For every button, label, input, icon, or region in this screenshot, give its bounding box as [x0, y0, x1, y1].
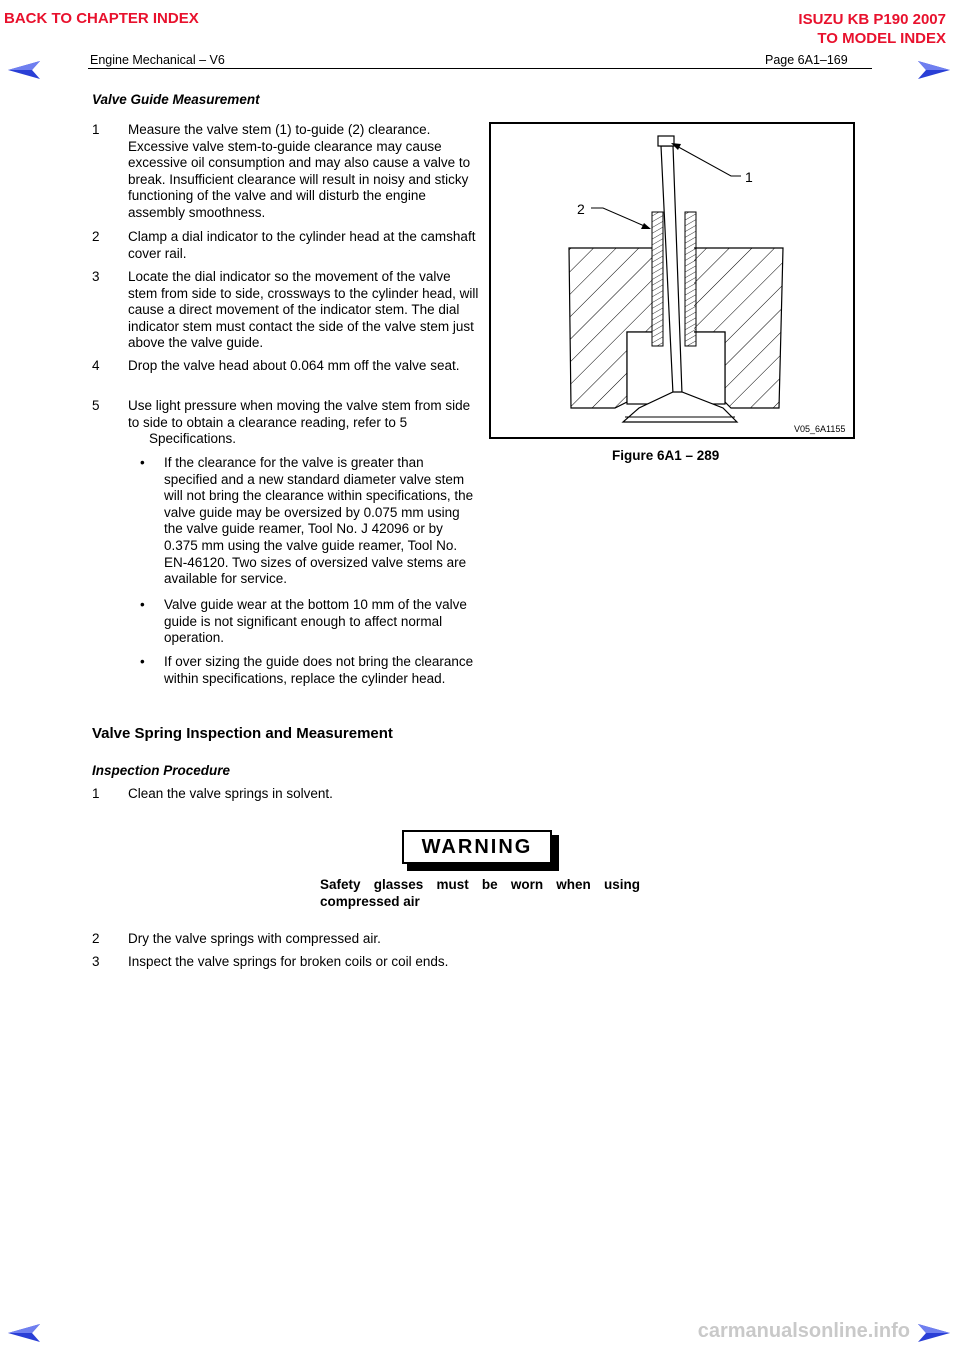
header-section: Engine Mechanical – V6 — [90, 53, 225, 67]
figure-caption: Figure 6A1 – 289 — [612, 448, 720, 463]
figure-label-1: 1 — [745, 169, 753, 185]
valve-guide-diagram — [491, 124, 853, 437]
bullet-item: • If over sizing the guide does not bring the clearance within specifications, replace the cylinder head. — [140, 654, 474, 686]
spring-step-3: 3 Inspect the valve springs for broken coils or coil ends. — [92, 954, 449, 969]
step-2: 2 Clamp a dial indicator to the cylinder head at the camshaft cover rail. — [92, 229, 476, 261]
valve-guide-part — [652, 212, 663, 346]
spring-step-2: 2 Dry the valve springs with compressed air. — [92, 931, 381, 946]
step-1: 1 Measure the valve stem (1) to-guide (2) clearance. Excessive valve stem-to-guide clearance may cause excessive oil consumption and may also cause a valve to break. Insufficient clearance will result in noisy and sticky functioning of the valve and will disturb the engine assembly smoothness. — [92, 122, 471, 220]
valve-guide-title: Valve Guide Measurement — [92, 92, 260, 107]
previous-page-arrow-icon[interactable] — [6, 59, 42, 81]
spring-step-1: 1 Clean the valve springs in solvent. — [92, 786, 333, 801]
bullet-item: • If the clearance for the valve is greater than specified and a new standard diameter valve stem will not bring the clearance within specifications, the valve guide may be oversized by 0.075 mm using the valve guide reamer, Tool No. J 42096 or by 0.375 mm using the valve guide reamer, Tool No. EN-46120. Two sizes of oversized valve stems are available for service. — [140, 455, 474, 587]
header-rule — [88, 68, 872, 69]
watermark: carmanualsonline.info — [697, 1320, 910, 1342]
inspection-procedure-subtitle: Inspection Procedure — [92, 763, 231, 778]
valve-spring-title: Valve Spring Inspection and Measurement — [92, 725, 393, 742]
to-model-index-link[interactable]: TO MODEL INDEX — [817, 30, 946, 47]
figure-label-2: 2 — [577, 201, 585, 217]
previous-page-arrow-icon[interactable] — [6, 1322, 42, 1344]
step-5: 5 Use light pressure when moving the valve stem from side to side to obtain a clearance reading, refer to 5 Specifications. — [92, 398, 471, 447]
header-page-number: Page 6A1–169 — [765, 53, 848, 67]
figure-code: V05_6A1155 — [794, 424, 846, 434]
valve-guide-part — [685, 212, 696, 346]
step-4: 4 Drop the valve head about 0.064 mm off the valve seat. — [92, 358, 460, 373]
warning-text: Safety glasses must be worn when using compressed air — [320, 877, 640, 909]
bullet-item: • Valve guide wear at the bottom 10 mm of the valve guide is not significant enough to affect normal operation. — [140, 597, 467, 646]
valve-guide-figure — [489, 122, 855, 439]
step-3: 3 Locate the dial indicator so the movement of the valve stem from side to side, crossways to the cylinder head, will cause a direct movement of the indicator stem. The dial indicator stem must contact the side of the valve stem just above the valve guide. — [92, 269, 479, 351]
warning-badge: WARNING — [402, 830, 562, 874]
next-page-arrow-icon[interactable] — [916, 59, 952, 81]
next-page-arrow-icon[interactable] — [916, 1322, 952, 1344]
back-to-chapter-index-link[interactable]: BACK TO CHAPTER INDEX — [4, 10, 199, 27]
model-title-link[interactable]: ISUZU KB P190 2007 — [798, 11, 946, 28]
